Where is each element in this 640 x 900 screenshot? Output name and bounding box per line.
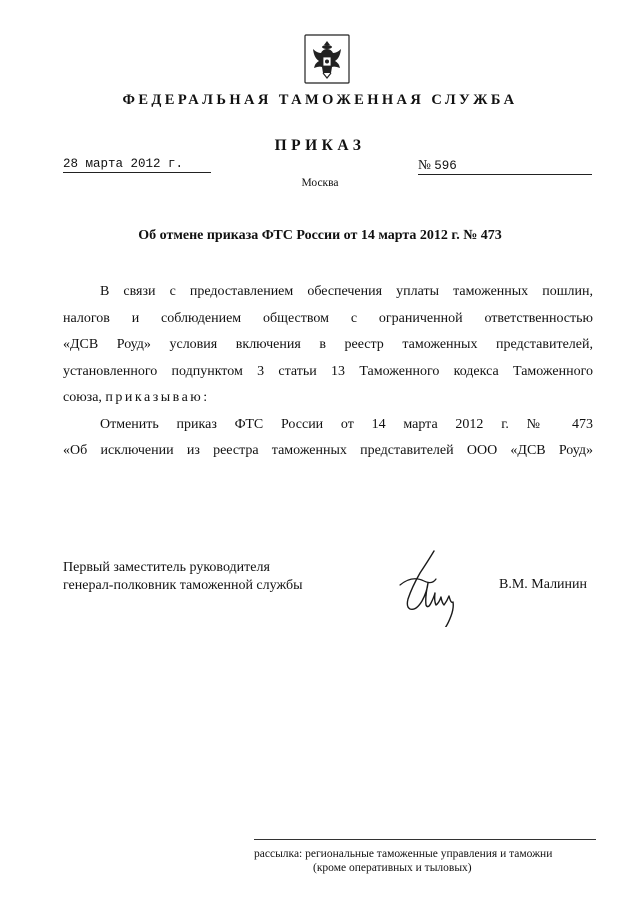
number-prefix: № — [418, 157, 431, 172]
distribution-line: (кроме оперативных и тыловых) — [313, 862, 472, 874]
document-type: ПРИКАЗ — [274, 137, 366, 154]
order-number — [418, 157, 592, 175]
distribution-line: рассылка: региональные таможенные управления и таможни — [254, 848, 553, 860]
signer-position-line: генерал-полковник таможенной службы — [63, 578, 303, 593]
body-line-text: союза, — [63, 390, 102, 405]
signer-position — [63, 559, 302, 595]
coat-of-arms-icon — [303, 33, 351, 85]
body-line: установленного подпунктом 3 статьи 13 Таможенного кодекса Таможенного — [63, 363, 593, 379]
body-line — [63, 385, 593, 412]
city: Москва — [301, 177, 339, 189]
handwritten-signature — [394, 547, 464, 627]
distribution-list — [254, 839, 596, 875]
signer-name: В.М. Малинин — [499, 577, 588, 592]
document-title: Об отмене приказа ФТС России от 14 марта 2012 г. № 473 — [138, 228, 502, 243]
signer-position-line: Первый заместитель руководителя — [63, 560, 270, 575]
order-line: «Об исключении из реестра таможенных представителей ООО «ДСВ Роуд» — [63, 443, 593, 458]
number-value: 596 — [434, 159, 457, 173]
order-line: Отменить приказ ФТС России от 14 марта 2012 г. № 473 — [100, 416, 593, 432]
order-body — [63, 279, 593, 465]
order-date: 28 марта 2012 г. — [63, 157, 211, 173]
body-line: «ДСВ Роуд» условия включения в реестр таможенных представителей, — [63, 337, 593, 352]
agency-name: ФЕДЕРАЛЬНАЯ ТАМОЖЕННАЯ СЛУЖБА — [122, 92, 518, 108]
body-line: налогов и соблюдением обществом с ограниченной ответственностью — [63, 310, 593, 326]
body-line: В связи с предоставлением обеспечения уплаты таможенных пошлин, — [100, 284, 593, 299]
order-word: приказываю: — [105, 390, 210, 405]
